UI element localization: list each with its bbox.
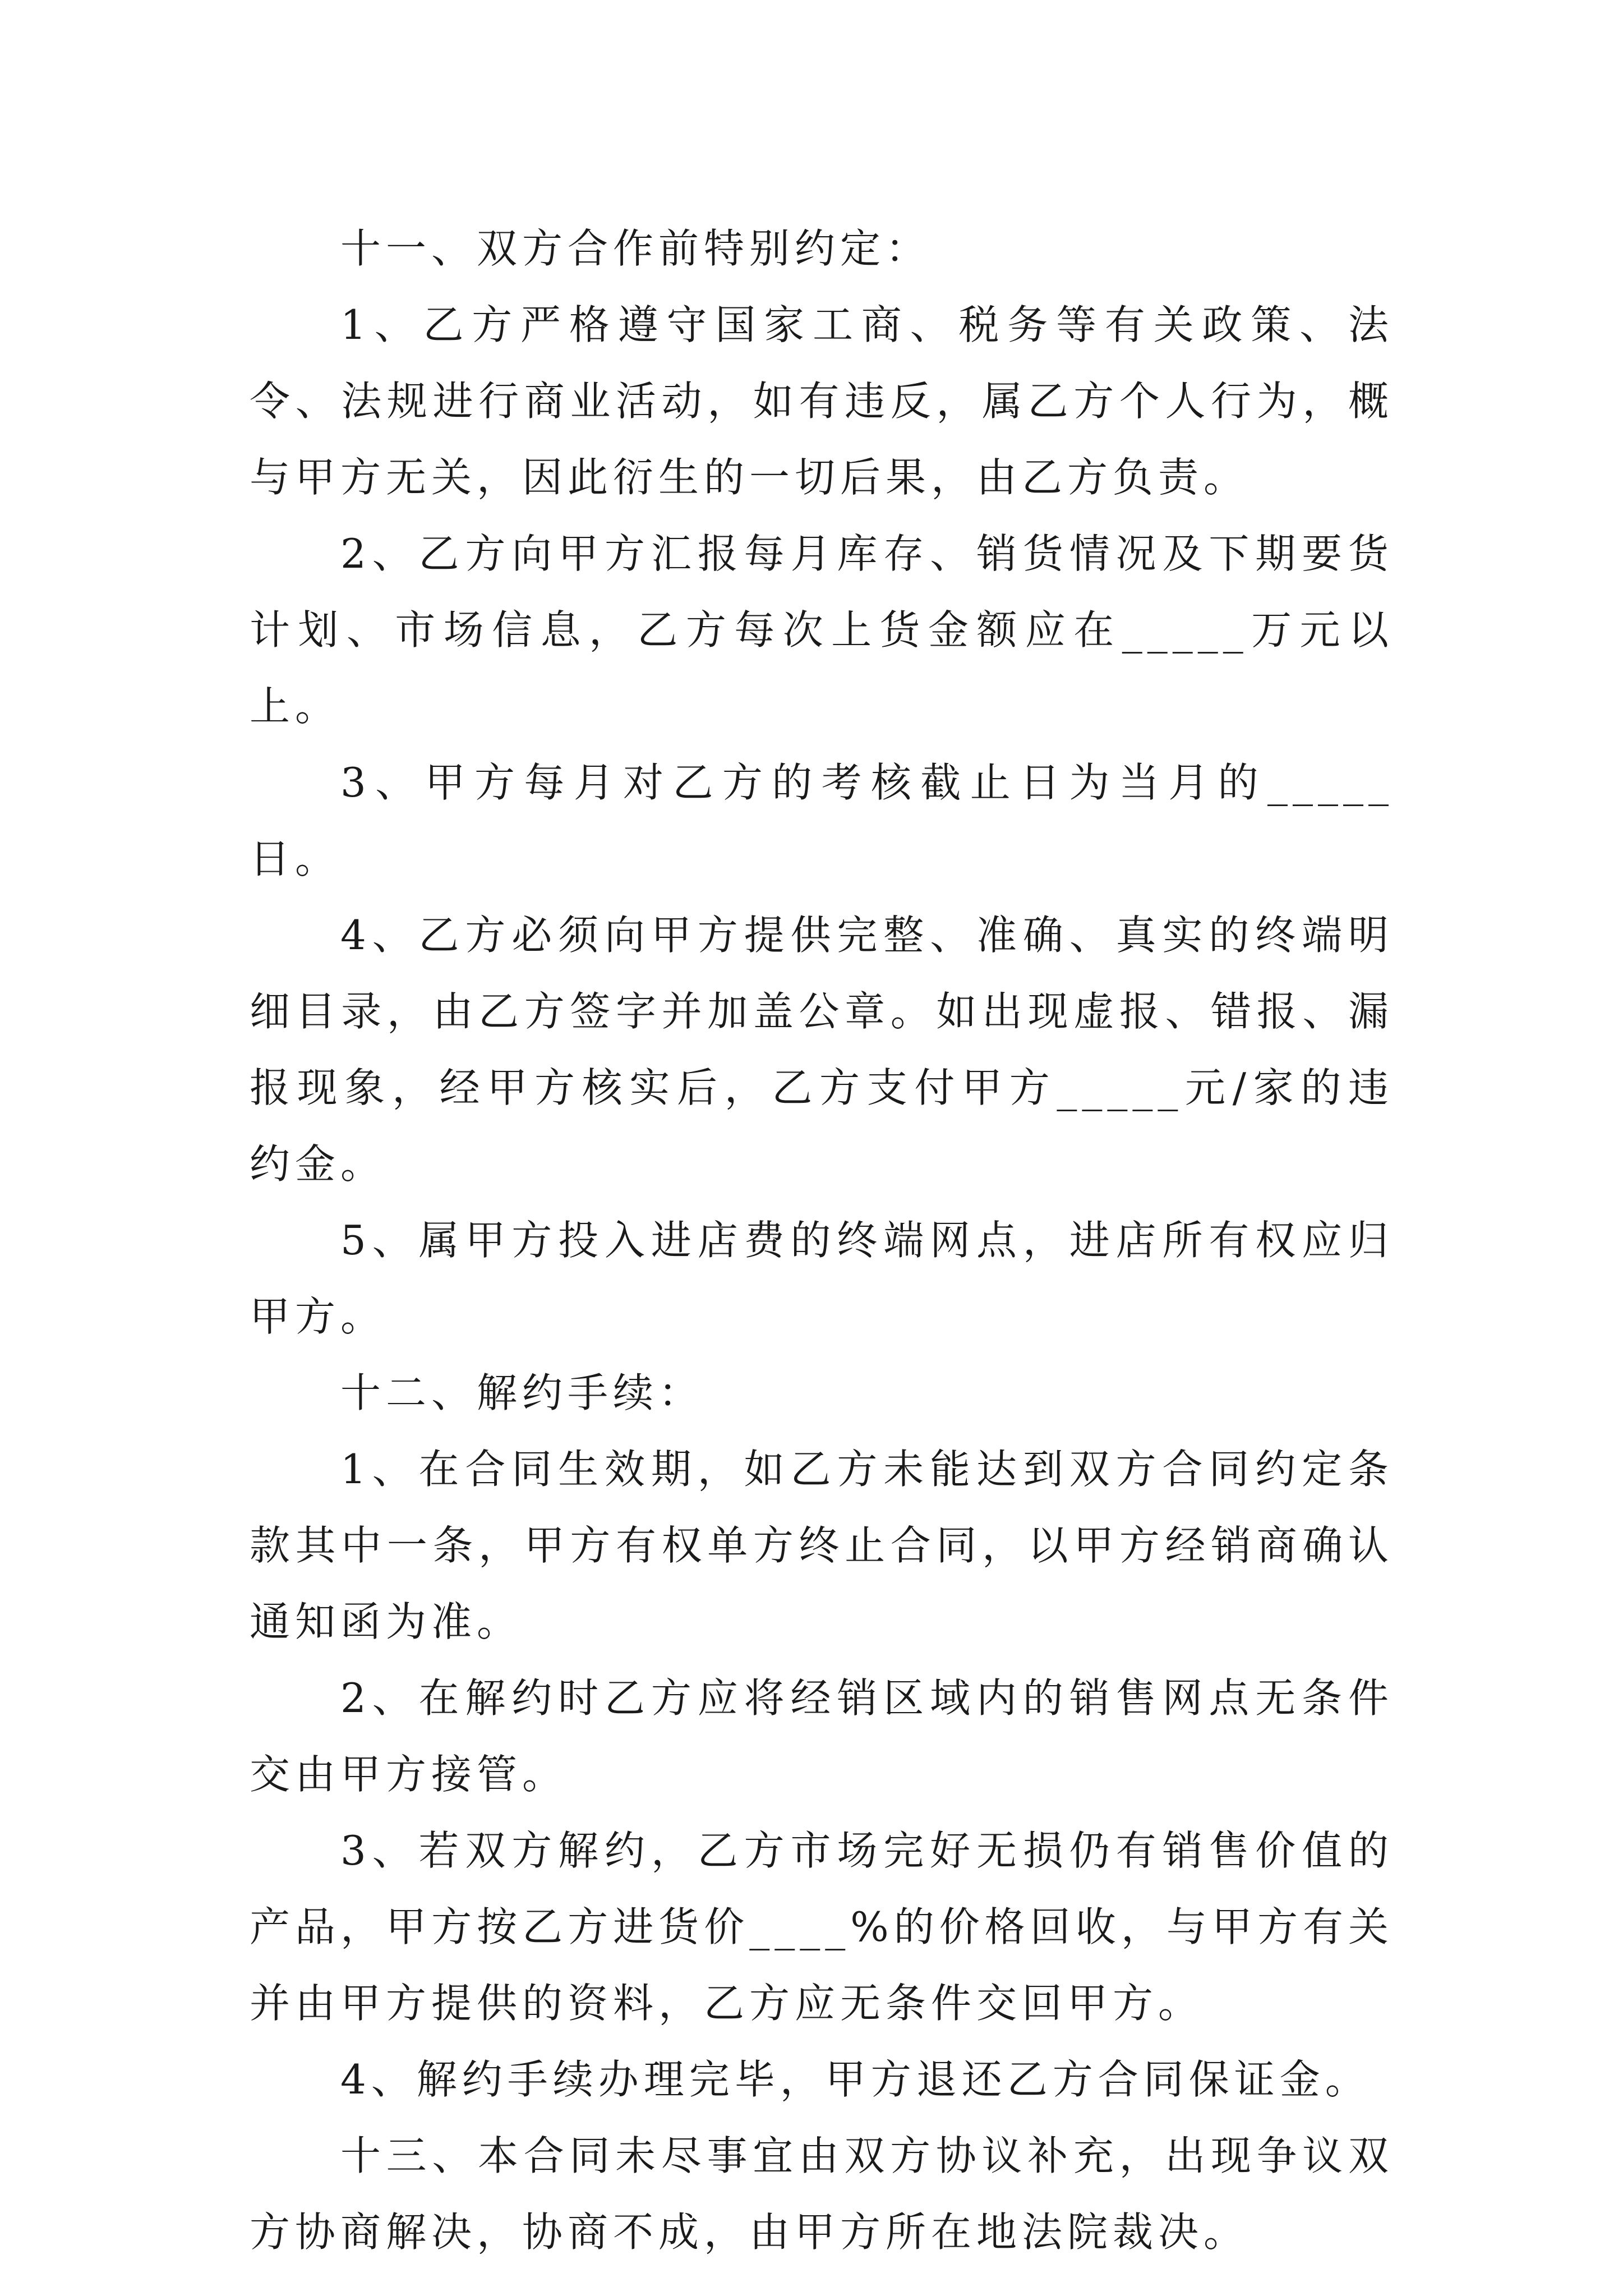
clause-12-2: 2、在解约时乙方应将经销区域内的销售网点无条件交由甲方接管。 xyxy=(250,1674,1394,1798)
clause-11-3: 3、甲方每月对乙方的考核截止日为当月的_____日。 xyxy=(250,759,1394,882)
clause-11-2: 2、乙方向甲方汇报每月库存、销货情况及下期要货计划、市场信息，乙方每次上货金额应在_____万元以上。 xyxy=(250,530,1394,730)
section-heading-11: 十一、双方合作前特别约定： xyxy=(340,225,932,272)
clause-12-4: 4、解约手续办理完毕，甲方退还乙方合同保证金。 xyxy=(340,2056,1371,2103)
clause-12-3: 3、若双方解约，乙方市场完好无损仍有销售价值的产品，甲方按乙方进货价____%的价格回收，与甲方有关并由甲方提供的资料，乙方应无条件交回甲方。 xyxy=(250,1827,1394,2027)
section-heading-13: 十三、本合同未尽事宜由双方协议补充，出现争议双方协商解决，协商不成，由甲方所在地法院裁决。 xyxy=(250,2132,1394,2256)
clause-11-1: 1、乙方严格遵守国家工商、税务等有关政策、法令、法规进行商业活动，如有违反，属乙方个人行为，概与甲方无关，因此衍生的一切后果，由乙方负责。 xyxy=(250,301,1394,501)
section-heading-12: 十二、解约手续： xyxy=(340,1369,704,1416)
clause-11-5: 5、属甲方投入进店费的终端网点，进店所有权应归甲方。 xyxy=(250,1217,1394,1340)
contract-body xyxy=(250,210,1394,2270)
clause-11-4: 4、乙方必须向甲方提供完整、准确、真实的终端明细目录，由乙方签字并加盖公章。如出现虚报、错报、漏报现象，经甲方核实后，乙方支付甲方_____元/家的违约金。 xyxy=(250,912,1394,1188)
clause-12-1: 1、在合同生效期，如乙方未能达到双方合同约定条款其中一条，甲方有权单方终止合同，以甲方经销商确认通知函为准。 xyxy=(250,1446,1394,1645)
